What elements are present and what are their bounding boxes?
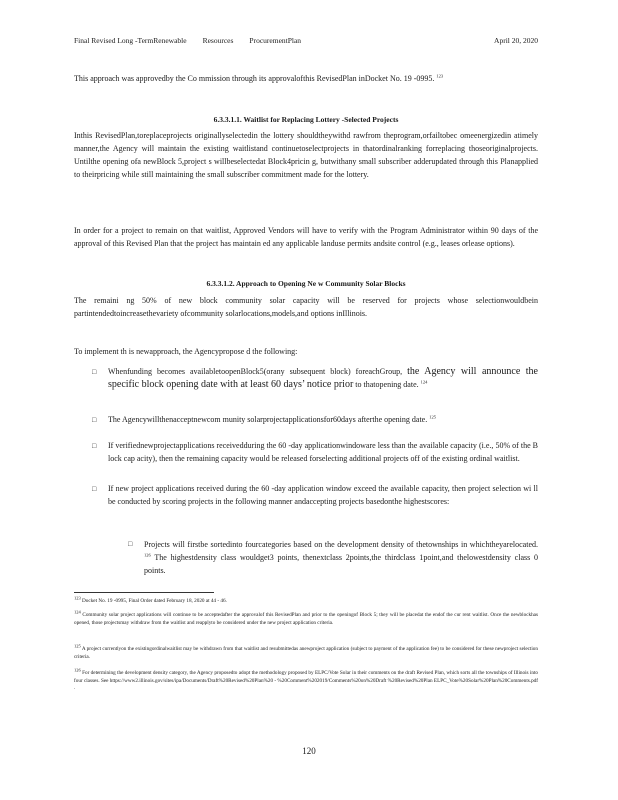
new-blocks-paragraph-1: The remaini ng 50% of new block community solar capacity will be reserved for projects whose selectionwouldbein partintendedtoincreasethevariety ofcommunity solarlocations,models,and options inIllinois. [74,296,538,318]
sub-list-item: □ Projects will firstbe sortedinto fourcategories based on the development density of thetownships in whichtheyarelocated. $^{126}$ The highestdensity class wouldget3 points, thenextclass 2points,the thirdclass 1point,and thelowestdensity class 0 points. [128,540,539,575]
checkbox-bullet-icon: □ [92,442,97,450]
intro-paragraph: This approach was approvedby the Co mmission through its approvalofthis RevisedPlan inDocket No. 19 -0995. $^{123}$ [74,73,444,83]
footnote-ref: 126 [144,552,151,558]
checkbox-bullet-icon: □ [92,368,97,376]
footnote-divider [74,592,214,593]
section-heading-waitlist: 6.3.3.1.1. Waitlist for Replacing Lottery -Selected Projects [213,115,399,124]
list-item: □ Whenfunding becomes availabletoopenBlock5(orany subsequent block) foreachGroup, the Agency will announce the specific block opening date with at least 60 days’ notice prior to thatopening date. $^{124}$ [92,366,538,390]
checkbox-bullet-icon: □ [128,540,133,548]
footnote-ref: 125 [429,414,436,420]
header-plan: ProcurementPlan [249,36,302,45]
header-resources: Resources [202,36,234,45]
new-blocks-paragraph-2: To implement th is newapproach, the Agencypropose d the following: [74,347,298,356]
footnote-ref: 123 [436,73,444,79]
checkbox-bullet-icon: □ [92,485,97,493]
footnote: $^{123}$ Docket No. 19 -0995, Final Order dated February 18, 2020 at 44 - 46. [74,595,227,604]
list-item: □ If new project applications received during the 60 -day application window exceed the available capacity, then project selection wi ll be conducted by scoring projects in the following manner andaccepting projects basedonthe highestscores: [92,484,538,506]
footnote-ref: 124 [420,378,428,384]
waitlist-paragraph-1: Inthis RevisedPlan,toreplaceprojects originallyselectedin the lottery shouldtheywithd rawfrom theprogram,orfailtobec omeenergizedin atimely manner,the Agency will maintain the existing waitlistand continuetoselectprojects in thatordinalranking forreplacing thoseoriginalprojects. Untilthe opening ofa newBlock 5,project s willbeselectedat Block4pricin g, butwithany small subscriber adderupdated through this Planapplied to theirpricing while still maintaining the small subscriber commitment made for the lottery. [74,131,538,179]
page-header [74,36,538,45]
footnote: $^{124}$ Community solar project applications will continue to be acceptedafter the approvalof this RevisedPlan and prior to the openingof Block 5; they will be placedat the endof the cur rent waitlist. Once the newblockhas opened, those projectsmay withdraw from the waitlist and reapplyto be considered under the new project application criteria. [74,609,538,626]
header-date: April 20, 2020 [494,36,538,45]
page-number: 120 [302,746,316,756]
list-item: □ The Agencywillthenacceptnewcom munity solarprojectapplicationsfor60days afterthe opening date. $^{125}$ [92,414,538,427]
waitlist-paragraph-2: In order for a project to remain on that waitlist, Approved Vendors will have to verify with the Program Administrator within 90 days of the approval of this Revised Plan that the project has maintain ed any applicable landuse permits andsite control (e.g., leases orlease options). [74,226,538,248]
list-item: □ If verifiednewprojectapplications receivedduring the 60 -day applicationwindoware less than the available capacity (i.e., 50% of the B lock cap acity), then the remaining capacity would be released forselecting additional projects off of the existing ordinal waitlist. [92,441,538,463]
footnote-with-link: $^{126}$ For determining the development density category, the Agency proposedto adopt the methodology proposed by ELPC/Vote Solar in their comments on the draft Revised Plan, which sorts all the townships of Illinois into four classes. See https://www2.illinois.gov/sites/ipa/Documents/Draft%20Revised%20Plan%20 - %20Comment%202019/Comments%20on%20Draft %20Revised%20Plan ELPC_Vote%20Solar%20Plan%20Comments.pdf . [74,667,538,692]
header-doc-title: Final Revised Long -TermRenewable [74,36,187,45]
footnote: $^{125}$ A project currentlyon the existingordinalwaitlist may be withdrawn from that waitlist and resubmittedas anewproject application (subject to payment of the application fee) to be considered for these newproject selection criteria. [74,643,538,660]
section-heading-new-blocks: 6.3.3.1.2. Approach to Opening Ne w Community Solar Blocks [206,279,406,288]
checkbox-bullet-icon: □ [92,416,97,424]
